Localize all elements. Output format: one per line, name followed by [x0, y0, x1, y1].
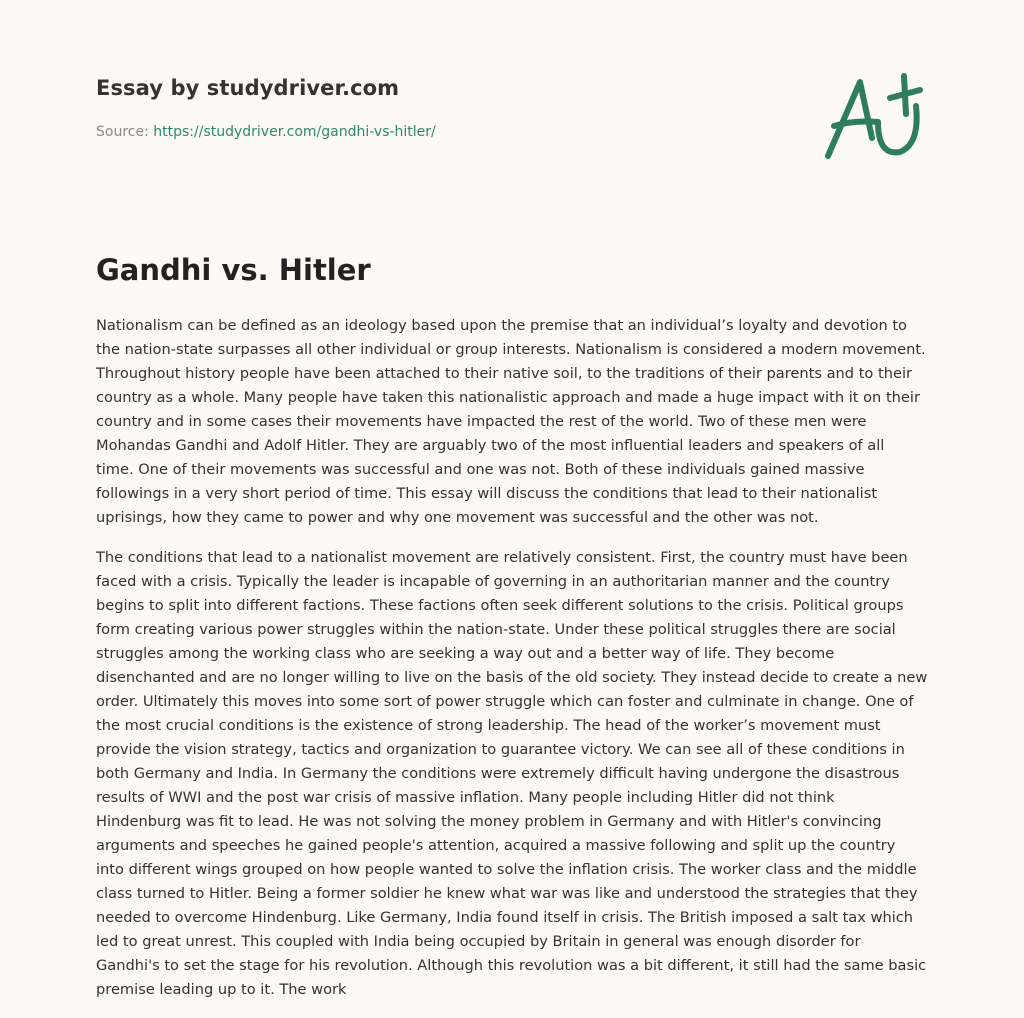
paragraph-line: disenchanted and are no longer willing to live on the basis of the old society. They instead decide to create a new	[96, 669, 928, 686]
paragraph-line: Throughout history people have been attached to their native soil, to the traditions of their parents and to their	[96, 365, 913, 382]
paragraph-line: premise leading up to it. The work	[96, 981, 347, 998]
paragraph-line: Gandhi's to set the stage for his revolution. Although this revolution was a bit different, it still had the same basic	[96, 957, 927, 974]
paragraph-line: results of WWI and the post war crisis of massive inflation. Many people including Hitler did not think	[96, 789, 835, 806]
source-label: Source:	[96, 124, 149, 140]
a-plus-logo-icon	[820, 68, 930, 168]
essay-title: Gandhi vs. Hitler	[96, 253, 371, 287]
paragraph-line: struggles among the working class who are seeking a way out and a better way of life. They become	[96, 645, 835, 662]
paragraph-line: Nationalism can be defined as an ideology based upon the premise that an individual’s loyalty and devotion to	[96, 317, 907, 334]
paragraph-line: the nation-state surpasses all other individual or group interests. Nationalism is considered a modern movement.	[96, 341, 926, 358]
paragraph-line: uprisings, how they came to power and why one movement was successful and the other was not.	[96, 509, 819, 526]
source-link[interactable]: https://studydriver.com/gandhi-vs-hitler/	[153, 124, 436, 140]
paragraph-line: Hindenburg was fit to lead. He was not solving the money problem in Germany and with Hitler's convincing	[96, 813, 882, 830]
paragraph-line: the most crucial conditions is the existence of strong leadership. The head of the worker’s movement must	[96, 717, 881, 734]
paragraph-line: begins to split into different factions. These factions often seek different solutions to the crisis. Political groups	[96, 597, 904, 614]
paragraph-line: time. One of their movements was successful and one was not. Both of these individuals gained massive	[96, 461, 865, 478]
essay-paragraph-2	[96, 546, 927, 1002]
paragraph-line: provide the vision strategy, tactics and organization to guarantee victory. We can see all of these conditions in	[96, 741, 905, 758]
paragraph-line: needed to overcome Hindenburg. Like Germany, India found itself in crisis. The British imposed a salt tax which	[96, 909, 914, 926]
paragraph-line: class turned to Hitler. Being a former soldier he knew what war was like and understood the strategies that they	[96, 885, 918, 902]
paragraph-line: The conditions that lead to a nationalist movement are relatively consistent. First, the country must have been	[96, 549, 908, 566]
paragraph-line: form creating various power struggles within the nation-state. Under these political struggles there are social	[96, 621, 896, 638]
paragraph-line: country and in some cases their movements have impacted the rest of the world. Two of these men were	[96, 413, 867, 430]
paragraph-line: Mohandas Gandhi and Adolf Hitler. They are arguably two of the most influential leaders and speakers of all	[96, 437, 885, 454]
paragraph-line: faced with a crisis. Typically the leader is incapable of governing in an authoritarian manner and the country	[96, 573, 890, 590]
paragraph-line: into different wings grouped on how people wanted to solve the inflation crisis. The worker class and the middle	[96, 861, 917, 878]
paragraph-line: both Germany and India. In Germany the conditions were extremely difficult having undergone the disastrous	[96, 765, 900, 782]
paragraph-line: arguments and speeches he gained people's attention, acquired a massive following and split up the country	[96, 837, 896, 854]
essay-paragraph-1	[96, 314, 926, 530]
paragraph-line: country as a whole. Many people have taken this nationalistic approach and made a huge impact with it on their	[96, 389, 920, 406]
paragraph-line: followings in a very short period of time. This essay will discuss the conditions that lead to their nationalist	[96, 485, 878, 502]
source-line	[96, 124, 436, 140]
brand-title: Essay by studydriver.com	[96, 76, 400, 100]
paragraph-line: order. Ultimately this moves into some sort of power struggle which can foster and culminate in change. One of	[96, 693, 914, 710]
paragraph-line: led to great unrest. This coupled with India being occupied by Britain in general was enough disorder for	[96, 933, 861, 950]
